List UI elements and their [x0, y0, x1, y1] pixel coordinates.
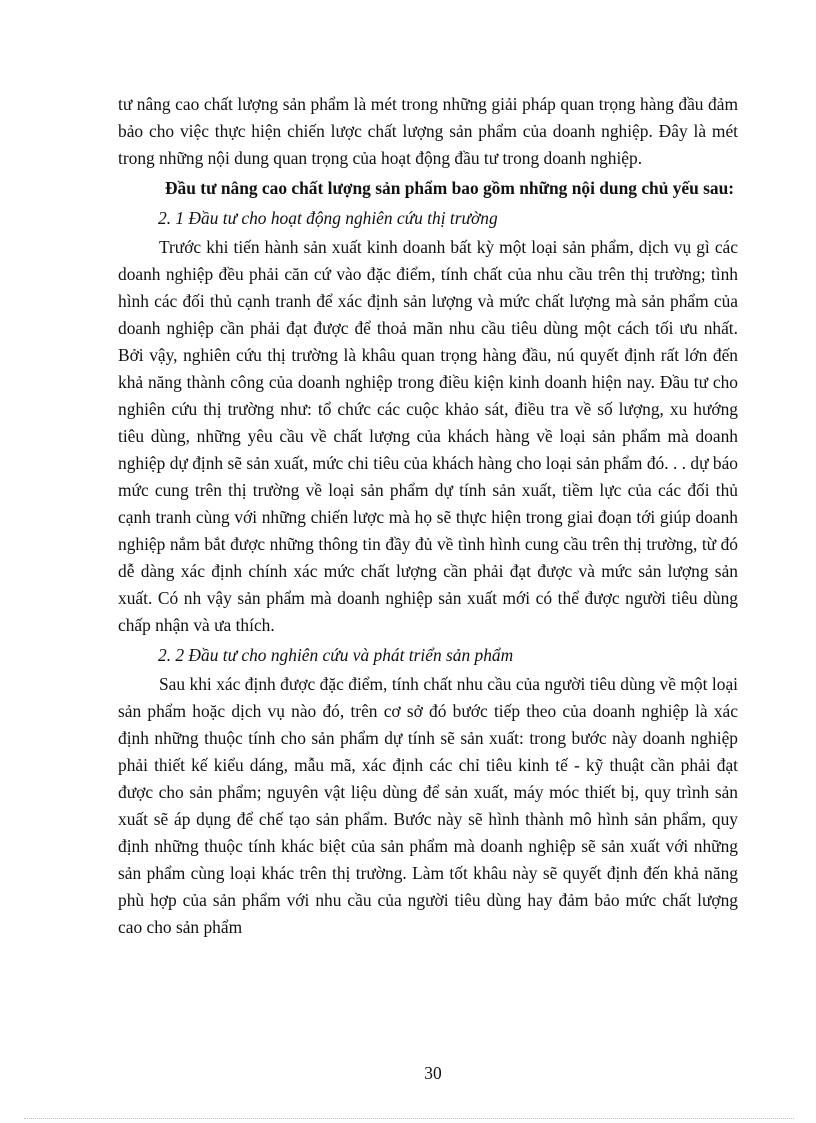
page-bottom-divider: [24, 1118, 794, 1119]
page-body: [118, 91, 738, 941]
paragraph-product-development: Sau khi xác định được đặc điểm, tính chất nhu cầu của người tiêu dùng về một loại sản phẩm hoặc dịch vụ nào đó, trên cơ sở đó bước tiếp theo của doanh nghiệp là xác định những thuộc tính cho sản phẩm dự tính sẽ sản xuất: trong bước này doanh nghiệp phải thiết kế kiểu dáng, mẫu mã, xác định các chỉ tiêu kinh tế - kỹ thuật cần phải đạt được cho sản phẩm; nguyên vật liệu dùng để sản xuất, máy móc thiết bị, quy trình sản xuất sẽ áp dụng để chế tạo sản phẩm. Bước này sẽ hình thành mô hình sản phẩm, quy định những thuộc tính khác biệt của sản phẩm mà doanh nghiệp sẽ sản xuất với những sản phẩm cùng loại khác trên thị trường. Làm tốt khâu này sẽ quyết định đến khả năng phù hợp của sản phẩm với nhu cầu của người tiêu dùng hay đảm bảo mức chất lượng cao cho sản phẩm: [118, 674, 738, 937]
section-heading-2-2: 2. 2 Đầu tư cho nghiên cứu và phát triển sản phẩm: [158, 645, 514, 665]
bold-summary-paragraph: Đầu tư nâng cao chất lượng sản phẩm bao gồm những nội dung chủ yếu sau:: [165, 178, 735, 198]
page-number: 30: [424, 1063, 442, 1083]
section-heading-2-1: 2. 1 Đầu tư cho hoạt động nghiên cứu thị trường: [158, 208, 498, 228]
paragraph-market-research: Trước khi tiến hành sản xuất kinh doanh bất kỳ một loại sản phẩm, dịch vụ gì các doanh nghiệp đều phải căn cứ vào đặc điểm, tính chất của nhu cầu trên thị trường; tình hình các đối thủ cạnh tranh để xác định sản lượng và mức chất lượng mà sản phẩm của doanh nghiệp cần phải đạt được để thoả mãn nhu cầu tiêu dùng một cách tối ưu nhất. Bởi vậy, nghiên cứu thị trường là khâu quan trọng hàng đầu, nú quyết định rất lớn đến khả năng thành công của doanh nghiệp trong điều kiện kinh doanh hiện nay. Đầu tư cho nghiên cứu thị trường như: tổ chức các cuộc khảo sát, điều tra về số lượng, xu hướng tiêu dùng, những yêu cầu về chất lượng của khách hàng về loại sản phẩm mà doanh nghiệp dự định sẽ sản xuất, mức chi tiêu của khách hàng cho loại sản phẩm đó. . . dự báo mức cung trên thị trường về loại sản phẩm dự tính sản xuất, tiềm lực của các đối thủ cạnh tranh cùng với những chiến lược mà họ sẽ thực hiện trong giai đoạn tới giúp doanh nghiệp nắm bắt được những thông tin đầy đủ về tình hình cung cầu trên thị trường, từ đó dễ dàng xác định chính xác mức chất lượng cần phải đạt được và mức sản lượng sản xuất. Có nh vậy sản phẩm mà doanh nghiệp sản xuất mới có thể được người tiêu dùng chấp nhận và ưa thích.: [118, 237, 738, 635]
paragraph-intro: tư nâng cao chất lượng sản phẩm là mét trong những giải pháp quan trọng hàng đầu đảm bảo cho việc thực hiện chiến lược chất lượng sản phẩm của doanh nghiệp. Đây là mét trong những nội dung quan trọng của hoạt động đầu tư trong doanh nghiệp.: [118, 94, 738, 168]
